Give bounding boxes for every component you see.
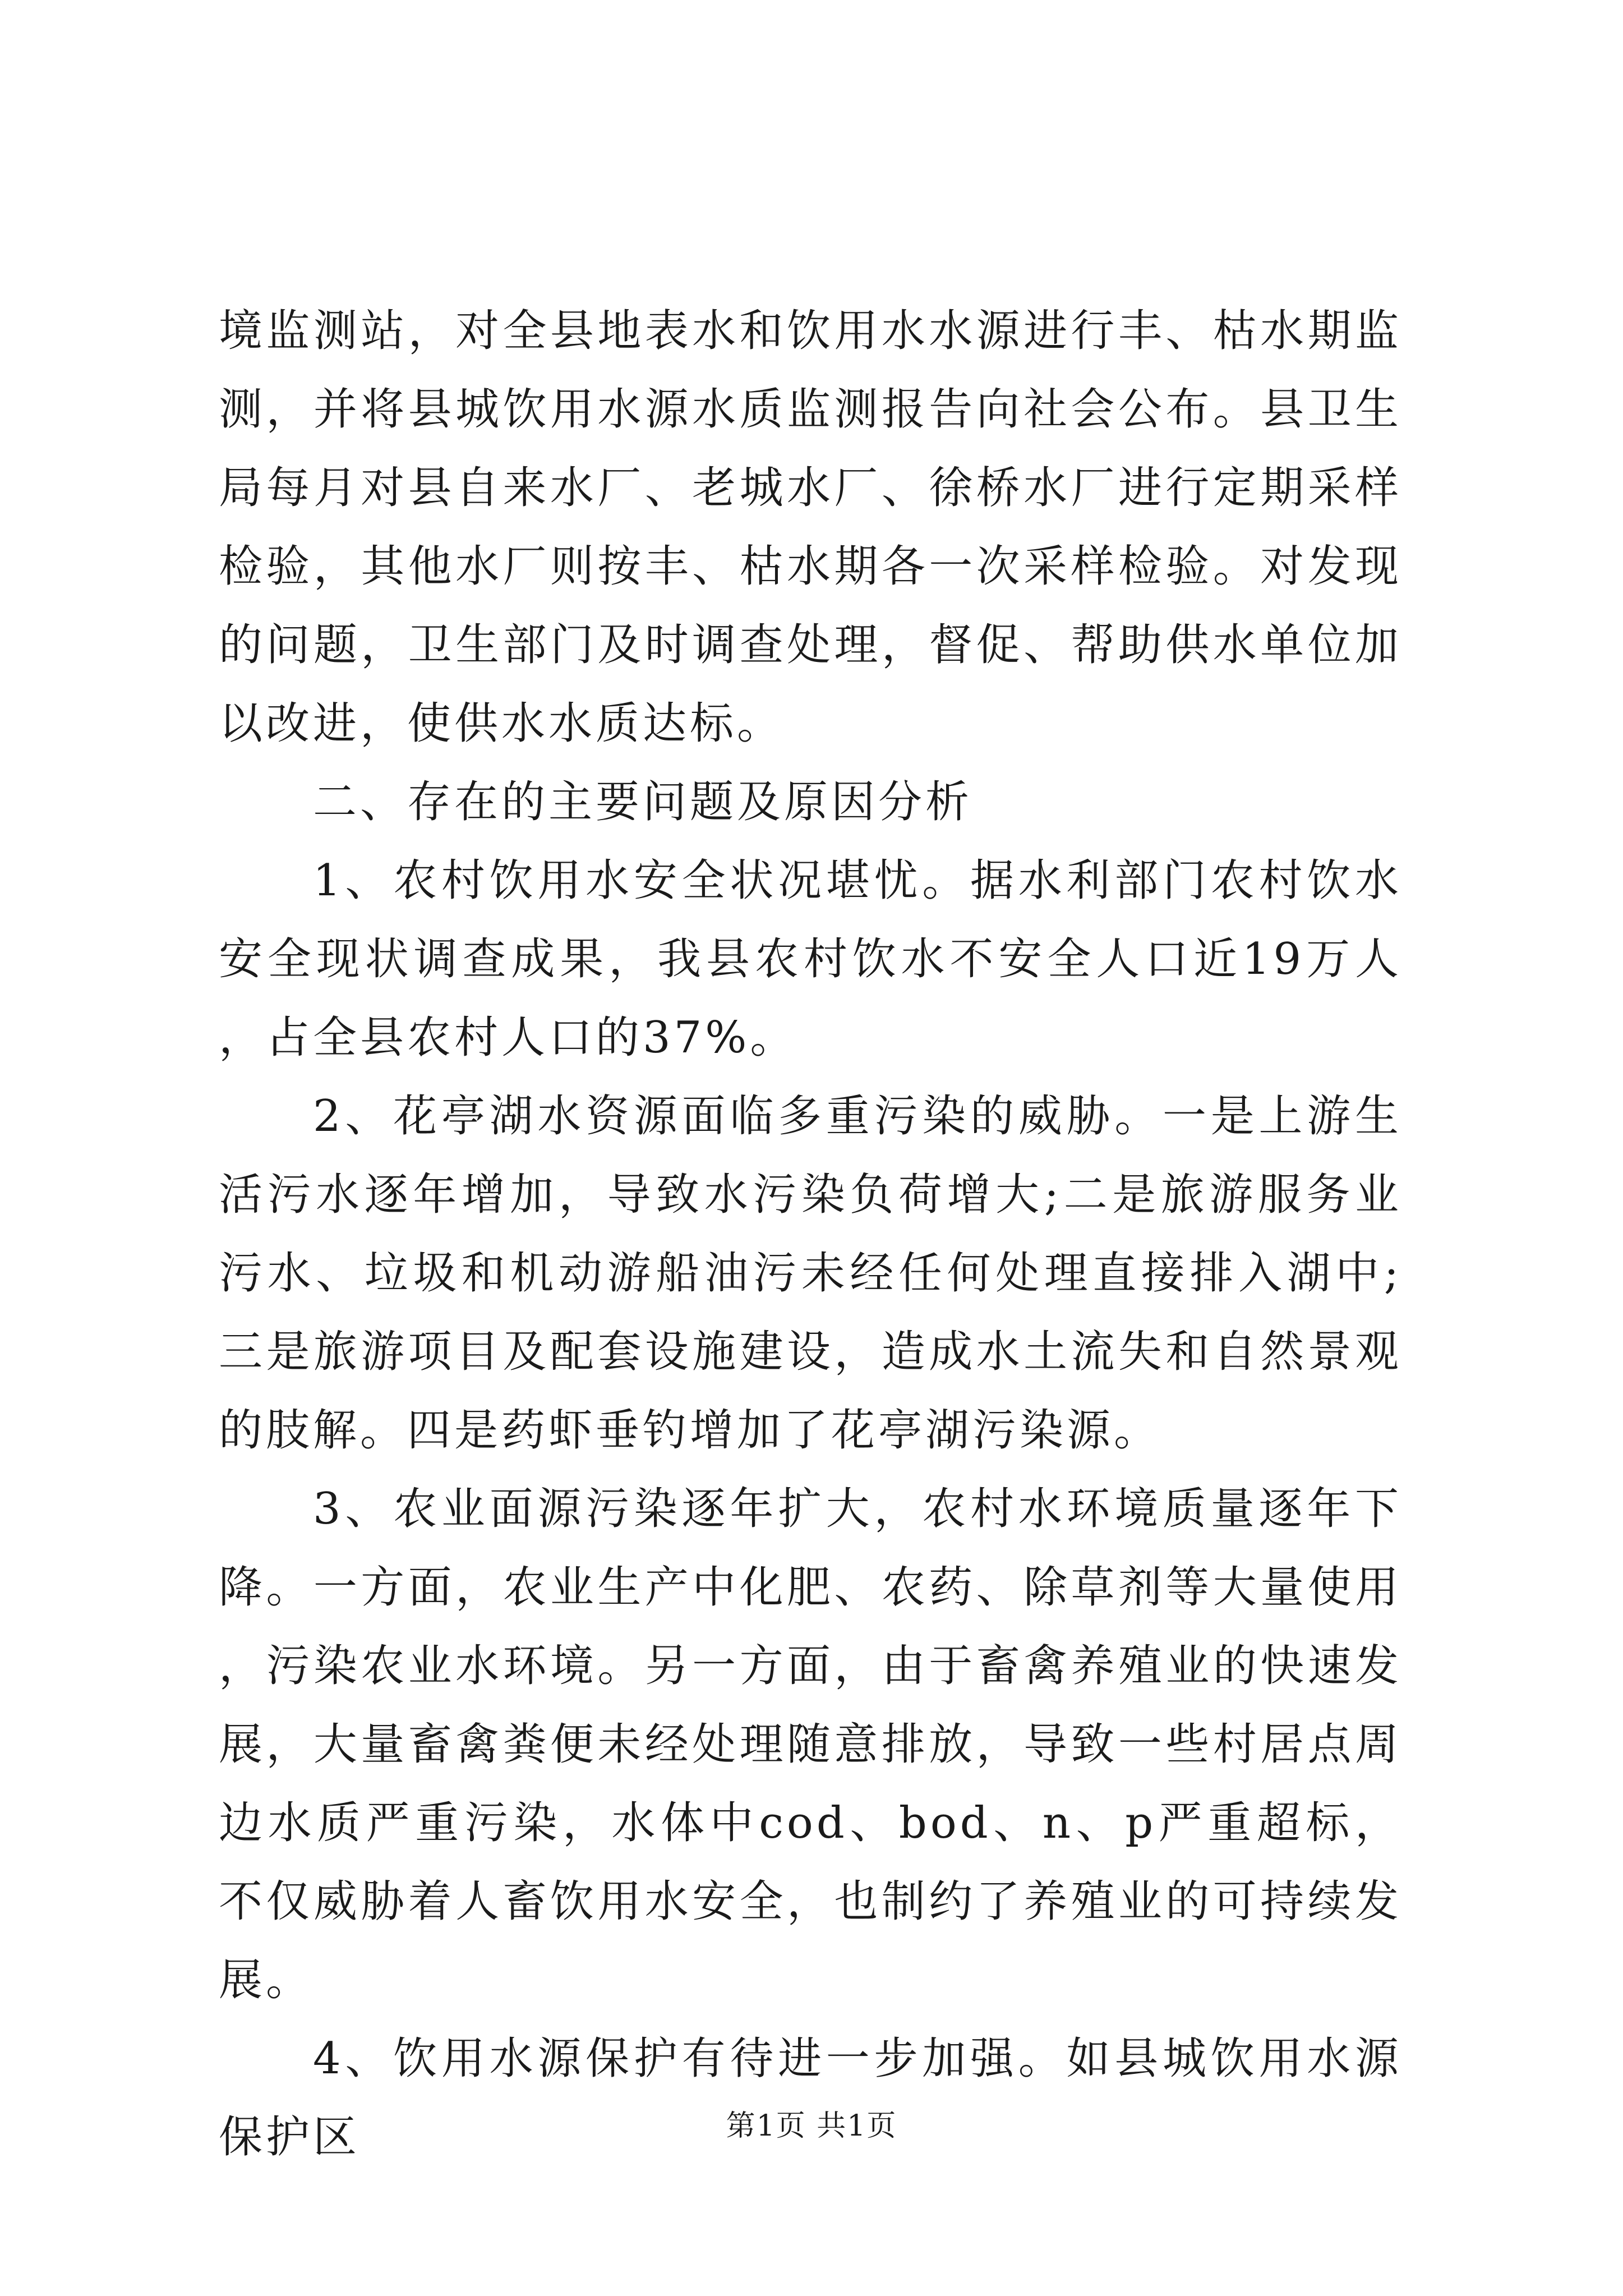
paragraph-item-1-rural-water-safety: 1、农村饮用水安全状况堪忧。据水利部门农村饮水安全现状调查成果，我县农村饮水不安全人口近19万人，占全县农村人口的37%。 xyxy=(219,855,1402,1063)
document-body xyxy=(219,292,1402,2177)
paragraph-item-2-huating-lake-pollution: 2、花亭湖水资源面临多重污染的威胁。一是上游生活污水逐年增加，导致水污染负荷增大;二是旅游服务业污水、垃圾和机动游船油污未经任何处理直接排入湖中;三是旅游项目及配套设施建设，造成水土流失和自然景观的肢解。四是药虾垂钓增加了花亭湖污染源。 xyxy=(219,1091,1402,1456)
paragraph-item-4-water-source-protection: 4、饮用水源保护有待进一步加强。如县城饮用水源保护区 xyxy=(219,2033,1402,2162)
page-footer: 第1页 共1页 xyxy=(726,2109,897,2143)
section-heading-main-problems: 二、存在的主要问题及原因分析 xyxy=(313,777,973,827)
paragraph-monitoring-continuation: 境监测站，对全县地表水和饮用水水源进行丰、枯水期监测，并将县城饮用水源水质监测报告向社会公布。县卫生局每月对县自来水厂、老城水厂、徐桥水厂进行定期采样检验，其他水厂则按丰、枯水期各一次采样检验。对发现的问题，卫生部门及时调查处理，督促、帮助供水单位加以改进，使供水水质达标。 xyxy=(219,306,1402,749)
paragraph-item-3-agricultural-pollution: 3、农业面源污染逐年扩大，农村水环境质量逐年下降。一方面，农业生产中化肥、农药、除草剂等大量使用，污染农业水环境。另一方面，由于畜禽养殖业的快速发展，大量畜禽粪便未经处理随意排放，导致一些村居点周边水质严重污染，水体中cod、bod、n、p严重超标，不仅威胁着人畜饮用水安全，也制约了养殖业的可持续发展。 xyxy=(219,1484,1402,2005)
